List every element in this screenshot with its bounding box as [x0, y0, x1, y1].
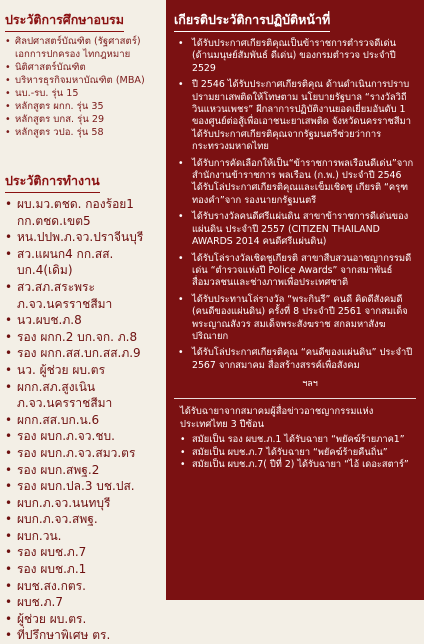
education-item: • หลักสูตร บกส. รุ่น 29	[5, 113, 166, 126]
honors-heading: เกียรติประวัติการปฏิบัติหน้าที่	[174, 10, 330, 32]
nickname-item: • สมัยเป็น ผบช.ภ.7 ได้รับฉายา “พยัคฆ์ร้ายคืนถิ่น”	[180, 447, 414, 460]
work-history-item: • ผบ.มว.ตชด. กองร้อย1	[5, 196, 166, 213]
work-history-item: • รอง ผบก.ภ.จว.สมว.ตร	[5, 445, 166, 462]
honors-list	[178, 38, 414, 372]
work-history-item: • ผกก.สส.บก.น.6	[5, 412, 166, 429]
section-divider	[174, 398, 416, 399]
work-history-item: • ผบช.ภ.7	[5, 594, 166, 611]
honor-item: • ได้รับการคัดเลือกให้เป็น“ข้าราชการพลเรือนดีเด่น”จากสำนักงานข้าราชการ พลเรือน (ก.พ.) ประจำปี 2546 ได้รับโล่ประกาศเกียรติคุณและเข็มเชิดชู เกียรติ “ครุฑทองคำ”จาก รองนายกรัฐมนตรี	[178, 158, 414, 208]
education-item: • หลักสูตร ผกก. รุ่น 35	[5, 100, 166, 113]
association-heading: ได้รับฉายาจากสมาคมผู้สื่อข่าวอาชญากรรมแห่งประเทศไทย 3 ปีซ้อน	[180, 406, 374, 430]
work-history-item: • รอง ผกก.2 บก.จก. ภ.8	[5, 329, 166, 346]
education-item: • ศิลปศาสตร์บัณฑิต (รัฐศาสตร์)	[5, 35, 166, 48]
education-item: • นบ.-รบ. รุ่น 15	[5, 87, 166, 100]
education-item: • บริหารธุรกิจมหาบัณฑิต (MBA)	[5, 74, 166, 87]
honor-item: • ได้รับรางวัลคนดีศรีแผ่นดิน สาขาข้าราชการดีเด่นของแผ่นดิน ประจำปี 2557 (CITIZEN THAILAND AWARDS 2014 คนดีศรีแผ่นดิน)	[178, 211, 414, 248]
left-column	[0, 0, 166, 643]
honor-item: • ได้รับโล่รางวัลเชิดชูเกียรติ สาขาสืบสวนอาชญากรรมดีเด่น “ตำรวจแห่งปี Police Awards” จากสมาพันธ์สื่อมวลชนและช่างภาพเพื่อประเทศชาติ	[178, 253, 414, 290]
work-history-item: • ผู้ช่วย ผบ.ตร.	[5, 611, 166, 628]
work-history-item: • ผบก.ภ.จว.สพฐ.	[5, 511, 166, 528]
honor-item: • ได้รับประกาศเกียรติคุณเป็นข้าราชการตำรวจดีเด่น (ด้านมนุษย์สัมพันธ์ ดีเด่น) ของกรมตำรวจ ประจำปี 2529	[178, 38, 414, 75]
work-history-item: • รอง ผบก.ปล.3 บช.ปส.	[5, 478, 166, 495]
work-history-list	[5, 196, 166, 644]
work-history-item: • หน.ปปพ.ภ.จว.ปราจีนบุรี	[5, 229, 166, 246]
work-history-item: • รอง ผบก.ภ.จว.ชบ.	[5, 428, 166, 445]
work-history-item: • ผบก.ภ.จว.นนทบุรี	[5, 495, 166, 512]
right-column	[166, 0, 424, 600]
work-history-item: • นว.ผบช.ภ.8	[5, 312, 166, 329]
work-history-item: บก.4(เดิม)	[17, 263, 73, 278]
education-item: • นิติศาสตร์บัณฑิต	[5, 61, 166, 74]
work-history-item: • รอง ผบช.ภ.7	[5, 544, 166, 561]
work-heading: ประวัติการทำงาน	[5, 171, 100, 193]
work-history-item: ภ.จว.นครราชสีมา	[17, 396, 113, 411]
work-history-item: • สว.แผนก4 กก.สส.	[5, 246, 166, 263]
nickname-item: • สมัยเป็น ผบช.ภ.7( ปีที่ 2) ได้รับฉายา “ไอ้ เดอะสตาร์”	[180, 459, 414, 472]
work-history-item: • รอง ผกก.สส.บก.สส.ภ.9	[5, 345, 166, 362]
education-heading: ประวัติการศึกษาอบรม	[5, 10, 124, 32]
work-history-item: • นว. ผู้ช่วย ผบ.ตร	[5, 362, 166, 379]
ellipsis-text: ฯลฯ	[302, 379, 318, 390]
education-item: • หลักสูตร วปอ. รุ่น 58	[5, 126, 166, 139]
work-history-item: ภ.จว.นครราชสีมา	[17, 296, 113, 311]
education-item: เอกการปกครอง ไทกฎหมาย	[15, 49, 131, 60]
work-history-item: • ผบก.วน.	[5, 528, 166, 545]
honor-item: • ได้รับประทานโล่รางวัล “พระกินรี” คนดี คิดดีสังคมดี (คนดีของแผ่นดิน) ครั้งที่ 8 ประจำปี 2561 จากสมเด็จพระญาณสังวร สมเด็จพระสังฆราช สกลมหาสังฆปริณายก	[178, 294, 414, 344]
work-history-item: • ที่ปรึกษาพิเศษ ตร.	[5, 627, 166, 644]
work-history-item: • รอง ผบก.สพฐ.2	[5, 462, 166, 479]
work-history-item: กก.ตชด.เขต5	[17, 213, 91, 228]
work-history-item: • ผกก.สภ.สูงเนิน	[5, 379, 166, 396]
nickname-item: • สมัยเป็น รอง ผบช.ภ.1 ได้รับฉายา “พยัคฆ์ร้ายภาค1”	[180, 434, 414, 447]
work-history-item: • ผบช.สง.กตร.	[5, 578, 166, 595]
nickname-list	[180, 434, 414, 472]
work-history-item: • สว.สภ.สระพระ	[5, 279, 166, 296]
education-list	[5, 35, 166, 139]
work-history-item: • รอง ผบช.ภ.1	[5, 561, 166, 578]
honor-item: • ปี 2546 ได้รับประกาศเกียรติคุณ ด้านดำเนินการปราบปรามยาเสพติดให้โทษตาม นโยบายรัฐบาล “รางวัลวิถีวินแหวนเพชร” ผีกลาการปฏิบัติงานยอดเยี่ยมอันดับ 1 ของศูนย์ต่อสู้เพื่อเอาชนะยาเสพติด จังหวัดนครราชสีมา ได้รับประกาศเกียรติคุณจากรัฐมนตรีช่วยว่าการกระทรวงมหาดไทย	[178, 79, 414, 153]
honor-item: • ได้รับโล่ประกาศเกียรติคุณ “คนดีของแผ่นดิน” ประจำปี 2567 จากสมาคม สื่อสร้างสรรค์เพื่อสังคม	[178, 347, 414, 372]
